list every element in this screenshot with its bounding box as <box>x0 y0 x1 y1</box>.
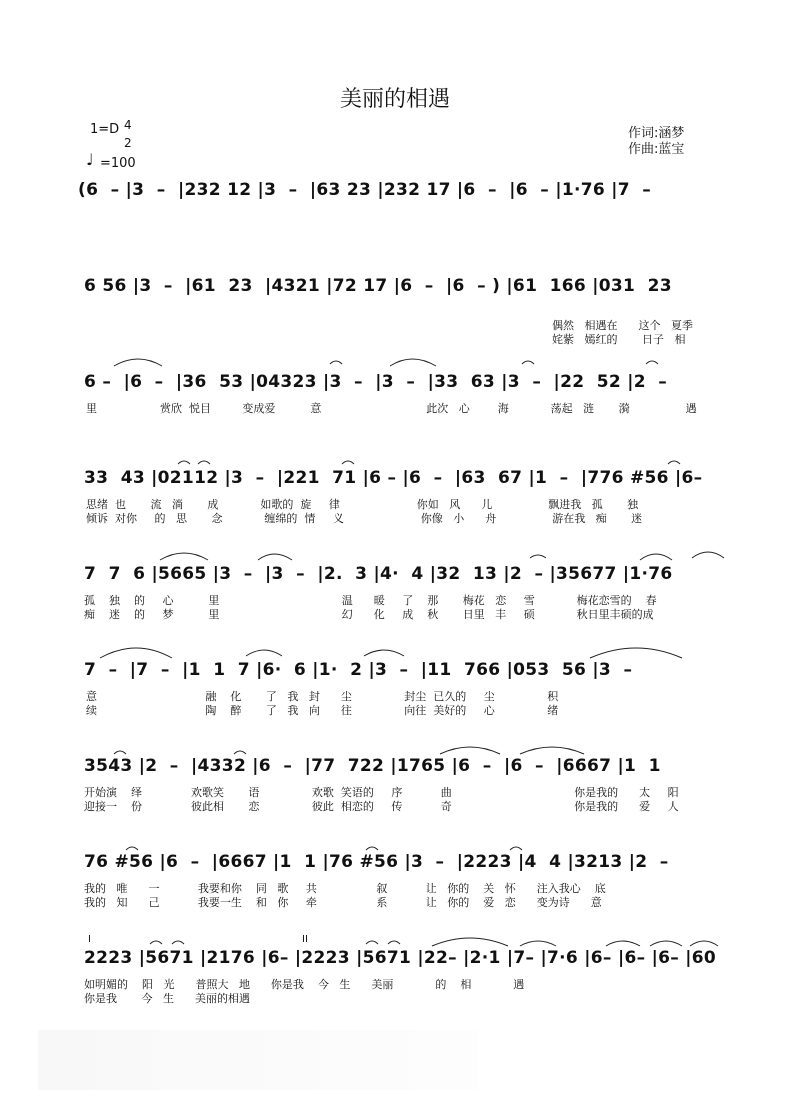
slur <box>668 461 680 464</box>
notes-line: 3543 |2 – |4332 |6 – |77 722 |1765 |6 – |6 – |6667 |1 1 <box>84 756 661 776</box>
notes-line: 7 – |7 – |1 1 7 |6· 6 |1· 2 |3 – |11 766 |053 56 |3 – <box>84 660 633 680</box>
lyric-line-1: 开始演 绎 欢歌笑 语 欢歌 笑语的 序 曲 你是我的 太 阳 <box>84 786 679 799</box>
slur <box>530 555 546 558</box>
time-signature-top: 4 <box>124 118 132 132</box>
lyric-line-2: 我的 知 己 我要一生 和 你 牵 系 让 你的 爱 恋 变为诗 意 <box>84 896 602 909</box>
slur <box>640 554 672 560</box>
lyric-line-2: 你是我 今 生 美丽的相遇 <box>84 992 250 1005</box>
notes-line: 7 7 6 |5665 |3 – |3 – |2. 3 |4· 4 |32 13 |2 – |35677 |1·76 <box>84 564 673 584</box>
slur <box>520 941 556 946</box>
slur <box>366 847 378 850</box>
notes-line: (6 – |3 – |232 12 |3 – |63 23 |232 17 |6 – |6 – |1·76 |7 – <box>78 180 652 200</box>
slur <box>100 648 172 658</box>
slur <box>646 361 658 364</box>
lyric-line-1: 我的 唯 一 我要和你 同 歌 共 叙 让 你的 关 怀 注入我心 底 <box>84 882 606 895</box>
notes-line: 6 56 |3 – |61 23 |4321 |72 17 |6 – |6 – ) |61 166 |031 23 <box>84 276 672 296</box>
lyric-line-1: 孤 独 的 心 里 温 暖 了 那 梅花 恋 雪 梅花恋雪的 春 <box>84 594 657 607</box>
slur <box>172 941 184 944</box>
slur <box>160 553 208 560</box>
composer: 作曲:蓝宝 <box>628 142 685 157</box>
slur <box>178 461 190 464</box>
slur <box>246 650 282 656</box>
lyricist: 作词:涵梦 <box>628 126 685 141</box>
section-mark-second: II <box>302 934 308 945</box>
notes-line: 6 – |6 – |36 53 |04323 |3 – |3 – |33 63 |3 – |22 52 |2 – <box>84 372 668 392</box>
tempo-marking: =100 <box>100 156 136 171</box>
lyric-line-1: 思绪 也 流 淌 成 如歌的 旋 律 你如 风 儿 飘进我 孤 独 <box>86 498 639 511</box>
lyric-line-2: 倾诉 对你 的 思 念 缠绵的 情 义 你像 小 舟 游在我 痴 迷 <box>86 512 643 525</box>
notes-line: 76 #56 |6 – |6667 |1 1 |76 #56 |3 – |2223 |4 4 |3213 |2 – <box>84 852 669 872</box>
slur <box>126 847 138 850</box>
slur <box>650 941 682 946</box>
slur <box>692 552 724 558</box>
slur <box>690 941 718 946</box>
notes-line: 33 43 |02112 |3 – |221 71 |6 – |6 – |63 67 |1 – |776 #56 |6– <box>84 468 703 488</box>
lyric-line-1: 如明媚的 阳 光 普照大 地 你是我 今 生 美丽 的 相 遇 <box>84 978 525 991</box>
song-title: 美丽的相遇 <box>339 87 450 112</box>
slur <box>364 650 404 656</box>
slur <box>440 747 500 754</box>
lyric-line-2: 续 陶 醉 了 我 向 往 向往 美好的 心 绪 <box>86 704 559 717</box>
slur <box>342 461 354 464</box>
slur <box>388 941 400 944</box>
slur <box>520 747 584 754</box>
slur <box>234 751 246 754</box>
lyric-line-1: 意 融 化 了 我 封 尘 封尘 已久的 尘 积 <box>86 690 559 703</box>
key-signature: 1=D <box>90 122 120 137</box>
lyric-line-2: 迎接一 份 彼此相 恋 彼此 相恋的 传 奇 你是我的 爱 人 <box>84 800 679 813</box>
slur <box>114 751 126 754</box>
slur <box>366 941 378 944</box>
section-mark-first: I <box>88 934 91 945</box>
slur <box>330 361 342 364</box>
slur <box>114 359 162 366</box>
watermark-area <box>38 1030 478 1090</box>
slur <box>606 941 640 946</box>
slur <box>150 941 162 944</box>
slur <box>510 847 522 850</box>
lyric-line-1: 偶然 相遇在 这个 夏季 <box>552 319 693 332</box>
slur <box>198 461 210 464</box>
credits <box>628 126 684 158</box>
notes-line: 2223 |5671 |2176 |6– |2223 |5671 |22– |2·1 |7– |7·6 |6– |6– |6– |60 <box>84 948 717 968</box>
slur <box>590 648 682 658</box>
slur <box>390 359 436 366</box>
slur <box>522 361 534 364</box>
quarter-note-icon: ♩ <box>86 150 94 169</box>
slur <box>432 938 508 946</box>
slur <box>258 554 292 560</box>
lyric-line-2: 姹紫 嫣红的 日子 相 <box>552 333 686 346</box>
lyric-line-1: 里 赏欣 悦目 变成爱 意 此次 心 海 荡起 涟 漪 遇 <box>86 402 697 415</box>
lyric-line-2: 痴 迷 的 梦 里 幻 化 成 秋 日里 丰 硕 秋日里丰硕的成 <box>84 608 654 621</box>
time-signature-bottom: 2 <box>124 136 132 150</box>
